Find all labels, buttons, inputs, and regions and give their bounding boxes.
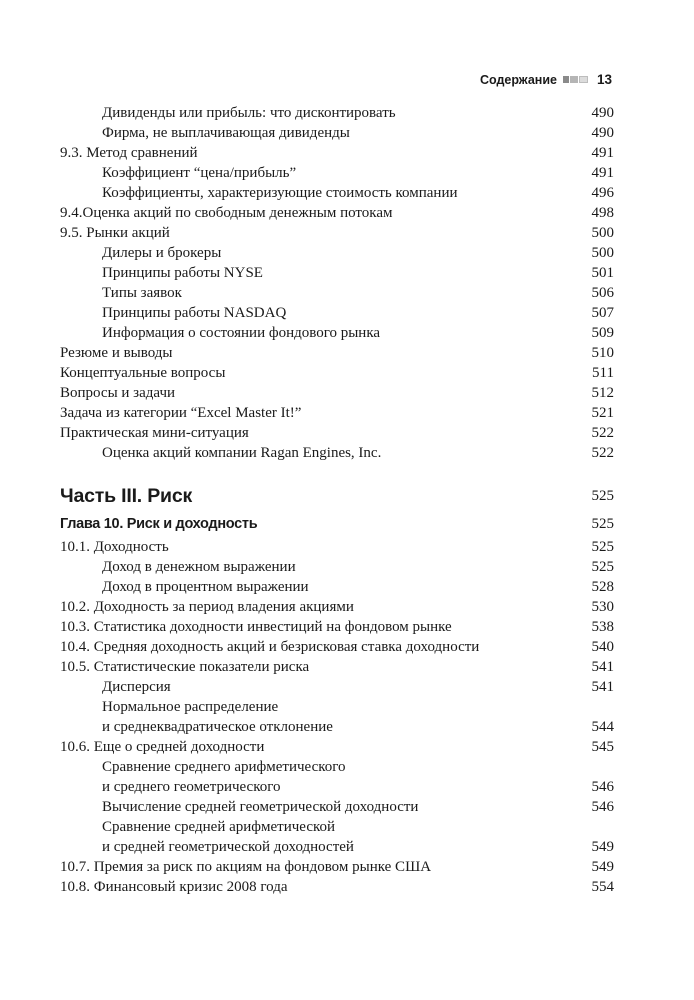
toc-entry (60, 143, 614, 163)
toc-entry-page: 530 (591, 599, 614, 615)
toc-section-after (60, 537, 614, 897)
toc-entry-page: 545 (591, 739, 614, 755)
toc-entry-page: 496 (591, 185, 614, 201)
page-number: 13 (596, 72, 612, 87)
toc-entry-page: 522 (591, 445, 614, 461)
toc-entry (60, 817, 614, 857)
toc-entry-page: 549 (591, 859, 614, 875)
toc-entry (60, 123, 614, 143)
toc-entry (60, 597, 614, 617)
toc-entry-title: Типы заявок (102, 285, 182, 301)
toc-entry-title: Резюме и выводы (60, 345, 173, 361)
toc-entry (60, 637, 614, 657)
toc-entry-title: Коэффициенты, характеризующие стоимость компании (102, 185, 458, 201)
toc-entry-page: 525 (591, 539, 614, 555)
toc-entry (60, 657, 614, 677)
toc-entry-page: 512 (591, 385, 614, 401)
toc-entry-title: Оценка акций компании Ragan Engines, Inc. (102, 445, 382, 461)
toc-entry (60, 343, 614, 363)
toc-entry (60, 303, 614, 323)
toc-part-heading (60, 482, 614, 510)
toc-entry-title: Практическая мини-ситуация (60, 425, 249, 441)
toc-entry-title: Дисперсия (102, 679, 171, 695)
toc-entry-title: Доход в процентном выражении (102, 579, 309, 595)
part-page: 525 (591, 488, 614, 504)
toc-entry-page: 510 (591, 345, 614, 361)
section-title: Содержание (479, 72, 557, 87)
toc-entry-title: Дивиденды или прибыль: что дисконтировать (102, 105, 396, 121)
toc-entry (60, 857, 614, 877)
toc-entry-page: 549 (591, 839, 614, 855)
toc-entry-title: Доход в денежном выражении (102, 559, 296, 575)
toc-entry (60, 617, 614, 637)
toc-entry-title: Нормальное распределение и среднеквадратическое отклонение (102, 699, 333, 735)
toc-entry-title: 10.3. Статистика доходности инвестиций на фондовом рынке (60, 619, 452, 635)
toc-entry (60, 557, 614, 577)
toc-entry (60, 363, 614, 383)
table-of-contents (60, 103, 614, 897)
toc-entry (60, 737, 614, 757)
toc-entry-title: 9.4.Оценка акций по свободным денежным потокам (60, 205, 393, 221)
toc-entry-title: Вопросы и задачи (60, 385, 176, 401)
toc-entry (60, 403, 614, 423)
toc-entry (60, 577, 614, 597)
toc-entry-title: Дилеры и брокеры (102, 245, 222, 261)
toc-entry (60, 203, 614, 223)
toc-entry-page: 525 (591, 559, 614, 575)
toc-entry-title: 10.4. Средняя доходность акций и безрисковая ставка доходности (60, 639, 480, 655)
toc-entry-page: 538 (591, 619, 614, 635)
toc-entry-page: 501 (591, 265, 614, 281)
toc-entry-page: 491 (591, 145, 614, 161)
toc-entry-page: 546 (591, 779, 614, 795)
toc-entry (60, 797, 614, 817)
chapter-page: 525 (591, 516, 614, 532)
header-ornament-icon (563, 76, 589, 83)
toc-entry (60, 323, 614, 343)
toc-entry-page: 541 (591, 679, 614, 695)
toc-entry (60, 263, 614, 283)
toc-entry-page: 521 (591, 405, 614, 421)
toc-entry (60, 537, 614, 557)
toc-entry-title: 9.3. Метод сравнений (60, 145, 198, 161)
toc-entry-page: 498 (591, 205, 614, 221)
toc-entry-page: 511 (592, 365, 614, 381)
toc-entry (60, 383, 614, 403)
running-head (480, 72, 612, 87)
toc-entry-title: 10.2. Доходность за период владения акциями (60, 599, 354, 615)
toc-entry-title: Задача из категории “Excel Master It!” (60, 405, 302, 421)
toc-entry-page: 509 (591, 325, 614, 341)
toc-entry-title: 9.5. Рынки акций (60, 225, 170, 241)
toc-entry (60, 697, 614, 737)
toc-entry-title: Вычисление средней геометрической доходности (102, 799, 419, 815)
toc-entry (60, 243, 614, 263)
toc-entry (60, 877, 614, 897)
toc-entry-title: Принципы работы NYSE (102, 265, 263, 281)
toc-entry-title: Концептуальные вопросы (60, 365, 226, 381)
toc-section-before (60, 103, 614, 463)
toc-chapter-heading (60, 512, 614, 537)
toc-entry-page: 500 (591, 245, 614, 261)
toc-entry-title: Информация о состоянии фондового рынка (102, 325, 381, 341)
toc-entry (60, 183, 614, 203)
toc-entry (60, 423, 614, 443)
toc-entry-page: 528 (591, 579, 614, 595)
toc-entry-title: Коэффициент “цена/прибыль” (102, 165, 297, 181)
toc-entry-page: 554 (591, 879, 614, 895)
toc-entry-page: 490 (591, 125, 614, 141)
toc-entry-title: 10.1. Доходность (60, 539, 169, 555)
toc-entry (60, 757, 614, 797)
toc-entry (60, 443, 614, 463)
toc-entry-page: 507 (591, 305, 614, 321)
toc-entry-title: Фирма, не выплачивающая дивиденды (102, 125, 350, 141)
toc-entry (60, 283, 614, 303)
toc-entry-page: 541 (591, 659, 614, 675)
chapter-title: Глава 10. Риск и доходность (60, 516, 258, 532)
toc-entry-page: 491 (591, 165, 614, 181)
toc-entry-title: 10.7. Премия за риск по акциям на фондовом рынке США (60, 859, 432, 875)
toc-entry-page: 506 (591, 285, 614, 301)
toc-entry (60, 223, 614, 243)
toc-entry-page: 540 (591, 639, 614, 655)
toc-entry (60, 163, 614, 183)
toc-entry-title: Принципы работы NASDAQ (102, 305, 287, 321)
toc-entry (60, 677, 614, 697)
toc-entry-title: 10.6. Еще о средней доходности (60, 739, 265, 755)
toc-entry-page: 522 (591, 425, 614, 441)
toc-entry (60, 103, 614, 123)
toc-entry-page: 490 (591, 105, 614, 121)
toc-entry-page: 546 (591, 799, 614, 815)
toc-entry-title: Сравнение средней арифметической и средней геометрической доходностей (102, 819, 354, 855)
part-title: Часть III. Риск (60, 485, 193, 507)
toc-entry-page: 500 (591, 225, 614, 241)
toc-entry-title: 10.5. Статистические показатели риска (60, 659, 310, 675)
toc-entry-page: 544 (591, 719, 614, 735)
toc-entry-title: 10.8. Финансовый кризис 2008 года (60, 879, 288, 895)
toc-entry-title: Сравнение среднего арифметического и среднего геометрического (102, 759, 346, 795)
